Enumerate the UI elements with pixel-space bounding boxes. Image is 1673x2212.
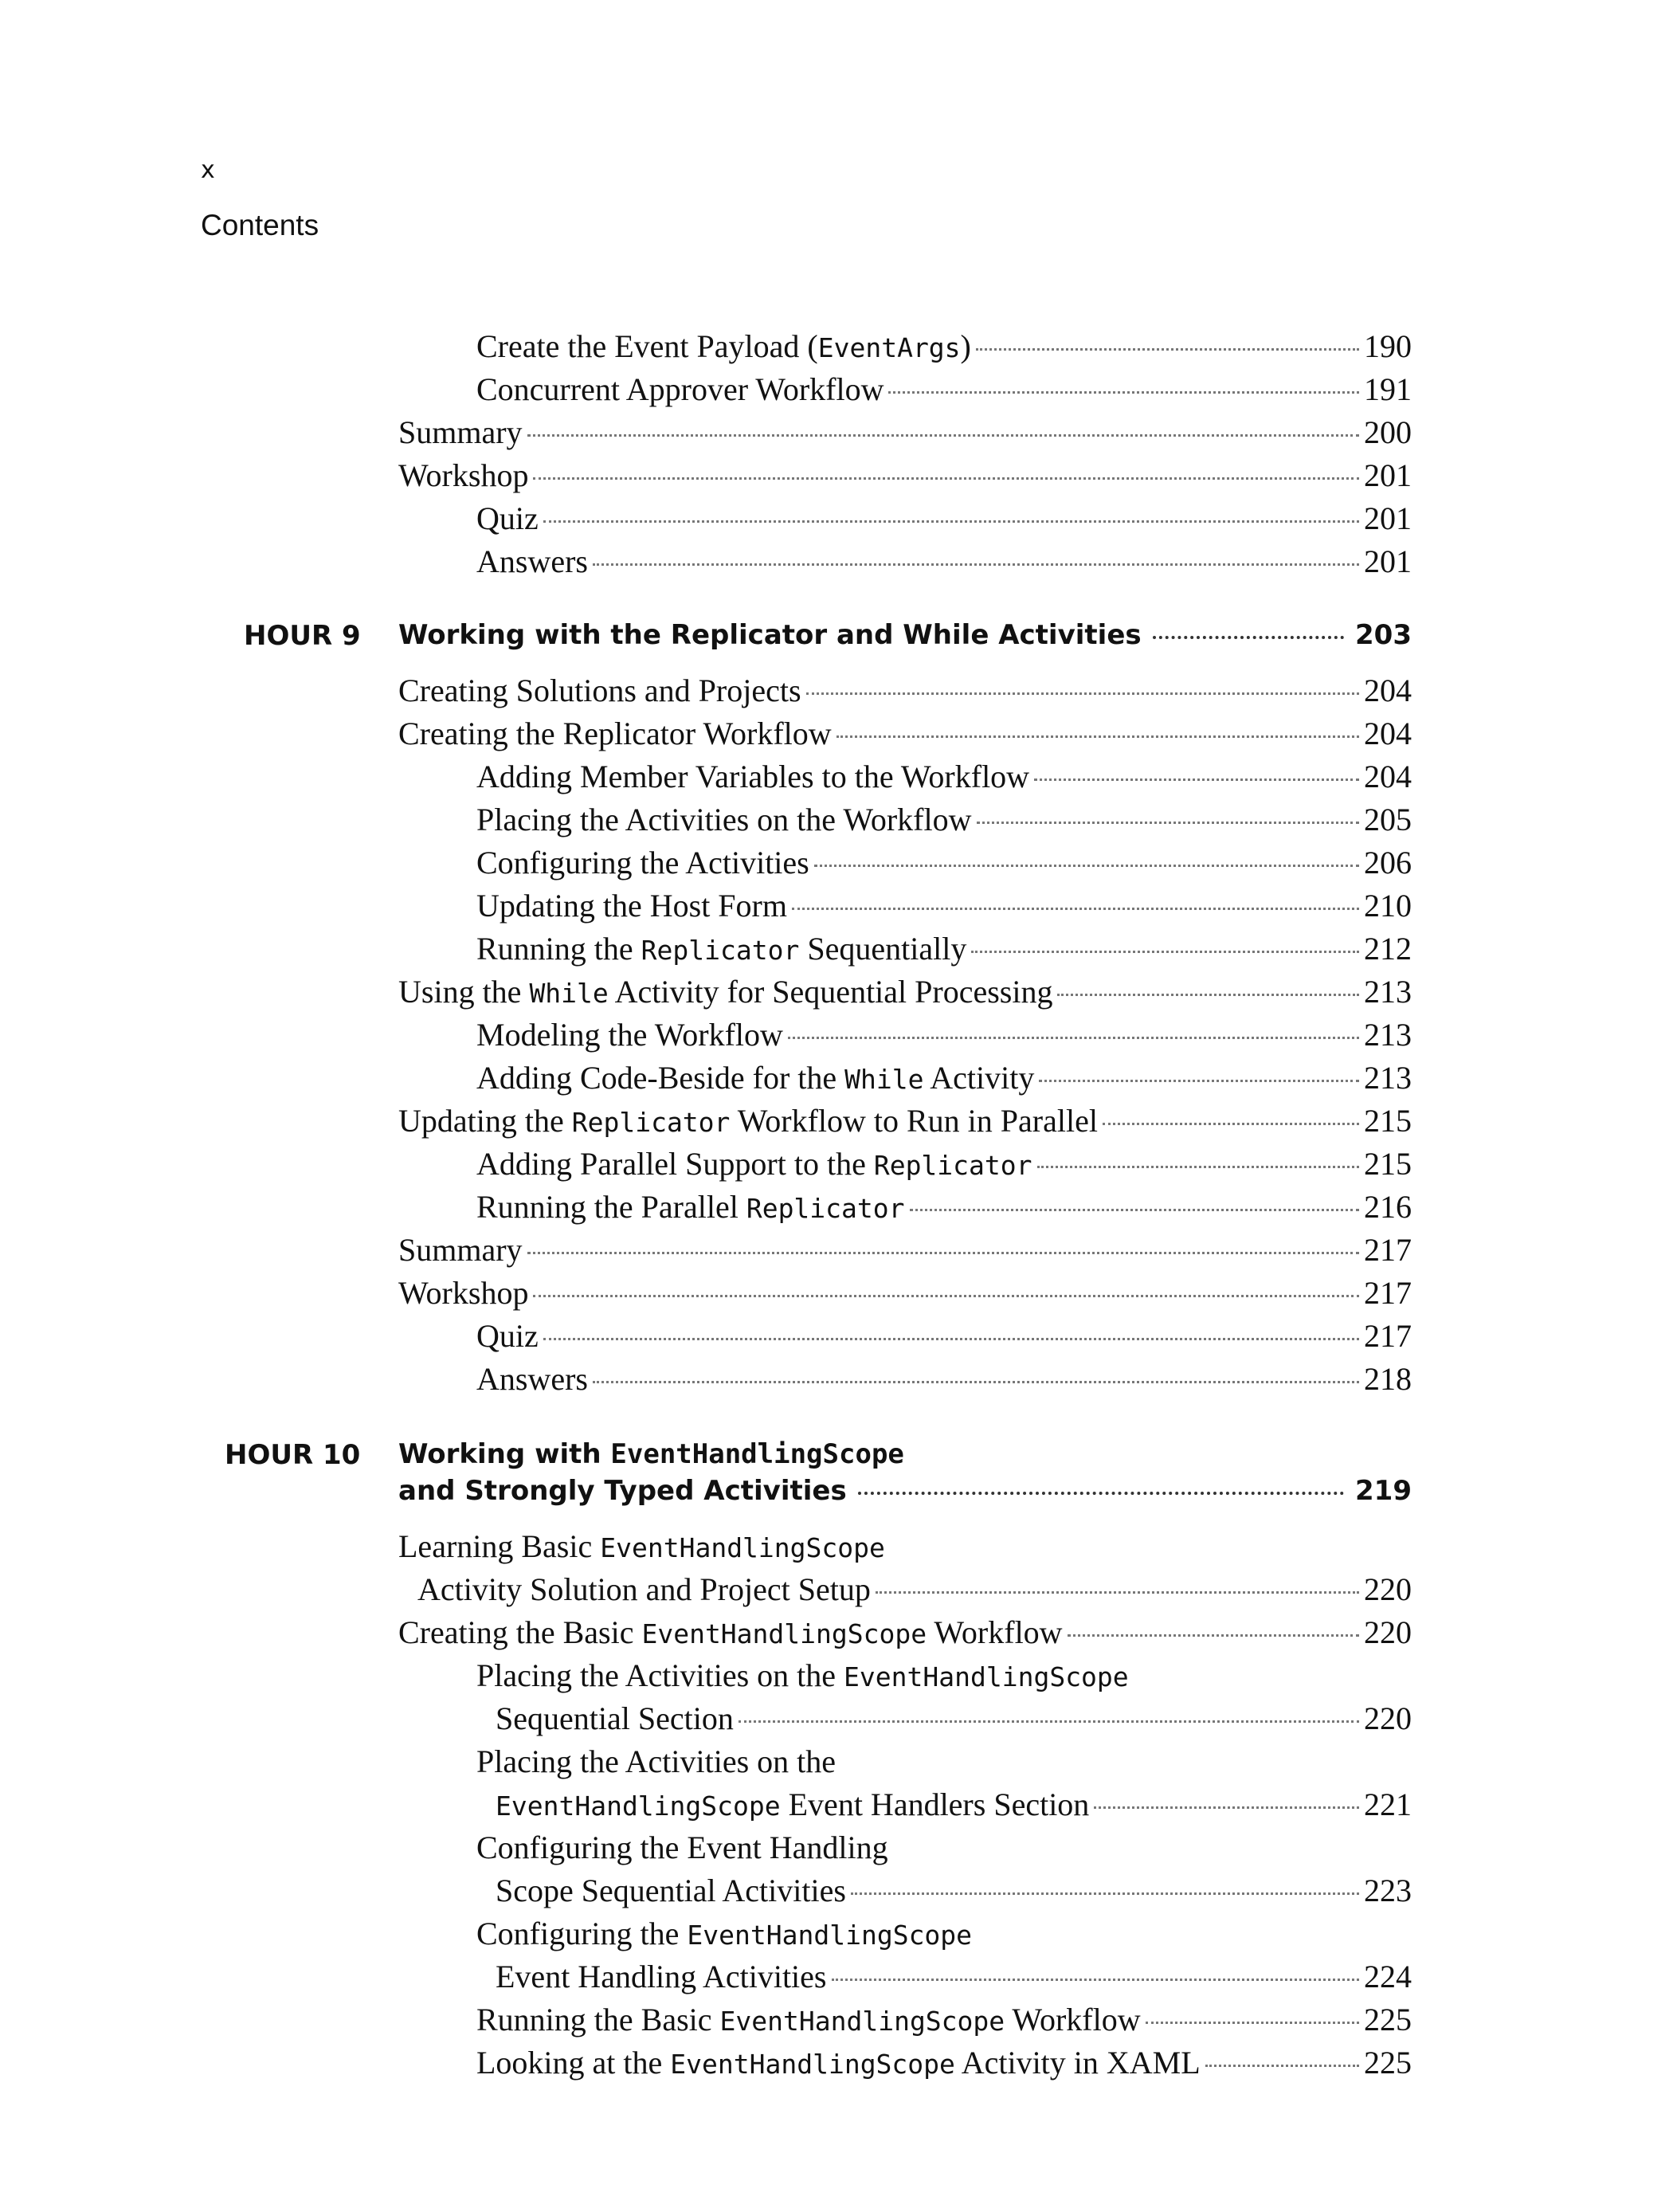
dot-leader [971,951,1359,953]
dot-leader [1034,779,1359,781]
toc-entry[interactable]: Adding Member Variables to the Workflow 204 [476,755,1412,798]
page-ref: 203 [1355,619,1412,651]
page-ref: 217 [1364,1275,1412,1311]
toc-entry[interactable]: Looking at the EventHandlingScope Activity in XAML 225 [476,2041,1412,2086]
toc-entry[interactable]: Quiz 217 [476,1315,1412,1358]
dot-leader [1068,1634,1359,1637]
toc-entry[interactable]: Modeling the Workflow 213 [476,1014,1412,1057]
page-ref: 224 [1364,1959,1412,1994]
toc-entry[interactable]: Sequential Section 220 [496,1697,1412,1740]
page-ref: 190 [1364,328,1412,364]
dot-leader [792,908,1359,910]
page-number: x [201,156,215,184]
dot-leader [739,1720,1359,1723]
page-ref: 213 [1364,974,1412,1010]
toc-entry[interactable]: Creating the Replicator Workflow 204 [398,712,1412,755]
page-ref: 220 [1364,1700,1412,1736]
toc-entry[interactable]: Updating the Host Form 210 [476,884,1412,928]
toc-entry[interactable]: Workshop 201 [398,454,1412,497]
toc-entry[interactable]: Create the Event Payload (EventArgs) 190 [476,325,1412,370]
toc-entry[interactable]: Running the Replicator Sequentially 212 [476,928,1412,972]
dot-leader [543,520,1359,523]
dot-leader [977,822,1359,824]
hour-9-label: HOUR 9 [244,620,361,652]
toc-entry[interactable]: Concurrent Approver Workflow 191 [476,368,1412,411]
toc-entry-line: Configuring the EventHandlingScope [476,1916,973,1951]
page-ref: 204 [1364,673,1412,708]
dot-leader [910,1209,1359,1211]
hour-10-title-line1: Working with EventHandlingScope [398,1438,904,1470]
toc-entry[interactable]: Answers 218 [476,1358,1412,1401]
dot-leader [1039,1080,1359,1082]
dot-leader [832,1979,1360,1981]
toc-entry[interactable]: Adding Parallel Support to the Replicator 215 [476,1143,1412,1187]
dot-leader [806,692,1359,695]
page-ref: 215 [1364,1103,1412,1139]
toc-entry[interactable]: Activity Solution and Project Setup 220 [417,1568,1412,1611]
dot-leader [888,391,1359,394]
toc-entry[interactable]: Updating the Replicator Workflow to Run in Parallel 215 [398,1100,1412,1144]
hour-9-title[interactable]: Working with the Replicator and While Activities 203 [398,617,1412,653]
page-ref: 223 [1364,1873,1412,1908]
dot-leader [527,434,1359,437]
dot-leader [1037,1166,1359,1168]
toc-entry[interactable]: Using the While Activity for Sequential Processing 213 [398,971,1412,1015]
toc-entry[interactable]: Adding Code-Beside for the While Activity 213 [476,1057,1412,1101]
page-ref: 191 [1364,371,1412,407]
page-ref: 215 [1364,1146,1412,1182]
dot-leader [814,865,1359,867]
toc-entry[interactable]: EventHandlingScope Event Handlers Section 221 [496,1783,1412,1828]
dot-leader [836,735,1359,738]
page-ref: 204 [1364,716,1412,751]
page-ref: 201 [1364,500,1412,536]
toc-entry[interactable]: Running the Parallel Replicator 216 [476,1186,1412,1230]
page-ref: 201 [1364,543,1412,579]
dot-leader [533,477,1359,480]
page-ref: 201 [1364,457,1412,493]
dot-leader [533,1295,1359,1297]
dot-leader [527,1252,1359,1254]
page-ref: 225 [1364,2002,1412,2037]
page-ref: 218 [1364,1361,1412,1397]
dot-leader [1094,1806,1359,1809]
page-ref: 225 [1364,2045,1412,2081]
page-ref: 216 [1364,1189,1412,1225]
page-ref: 217 [1364,1318,1412,1354]
dot-leader [1057,994,1359,996]
toc-entry[interactable]: Placing the Activities on the Workflow 205 [476,798,1412,841]
toc-entry-line: Placing the Activities on the [476,1743,836,1779]
toc-entry-line: Placing the Activities on the EventHandlingScope [476,1657,1129,1693]
dot-leader [788,1037,1359,1039]
toc-entry[interactable]: Answers 201 [476,540,1412,583]
toc-entry[interactable]: Creating Solutions and Projects 204 [398,669,1412,712]
dot-leader [1153,636,1344,639]
page-ref: 219 [1355,1475,1412,1507]
dot-leader [1205,2065,1359,2067]
toc-entry[interactable]: Summary 200 [398,411,1412,454]
page-ref: 213 [1364,1017,1412,1053]
toc-entry[interactable]: Configuring the Activities 206 [476,841,1412,884]
toc-entry[interactable]: Running the Basic EventHandlingScope Workflow 225 [476,1998,1412,2043]
page-ref: 205 [1364,802,1412,837]
dot-leader [593,563,1359,566]
page-ref: 200 [1364,414,1412,450]
dot-leader [543,1338,1359,1340]
page-ref: 213 [1364,1060,1412,1096]
dot-leader [858,1492,1344,1495]
dot-leader [593,1381,1359,1383]
page-ref: 220 [1364,1614,1412,1650]
toc-entry[interactable]: Scope Sequential Activities 223 [496,1869,1412,1912]
dot-leader [976,348,1359,351]
dot-leader [1103,1123,1359,1125]
hour-10-label: HOUR 10 [225,1439,361,1471]
dot-leader [851,1892,1359,1895]
toc-entry-line: Learning Basic EventHandlingScope [398,1528,885,1564]
toc-entry-line: Configuring the Event Handling [476,1830,888,1865]
hour-10-title-line2[interactable]: and Strongly Typed Activities 219 [398,1473,1412,1509]
toc-entry[interactable]: Summary 217 [398,1229,1412,1272]
page-ref: 212 [1364,931,1412,967]
toc-entry[interactable]: Quiz 201 [476,497,1412,540]
page-ref: 220 [1364,1571,1412,1607]
dot-leader [876,1591,1359,1594]
page-ref: 217 [1364,1232,1412,1268]
toc-entry[interactable]: Event Handling Activities 224 [496,1955,1412,1998]
dot-leader [1146,2022,1359,2024]
page-ref: 221 [1364,1786,1412,1822]
page-ref: 204 [1364,759,1412,794]
page-ref: 206 [1364,845,1412,880]
running-head: Contents [201,209,319,241]
page-ref: 210 [1364,888,1412,924]
toc-entry[interactable]: Creating the Basic EventHandlingScope Workflow 220 [398,1611,1412,1656]
toc-entry[interactable]: Workshop 217 [398,1272,1412,1315]
